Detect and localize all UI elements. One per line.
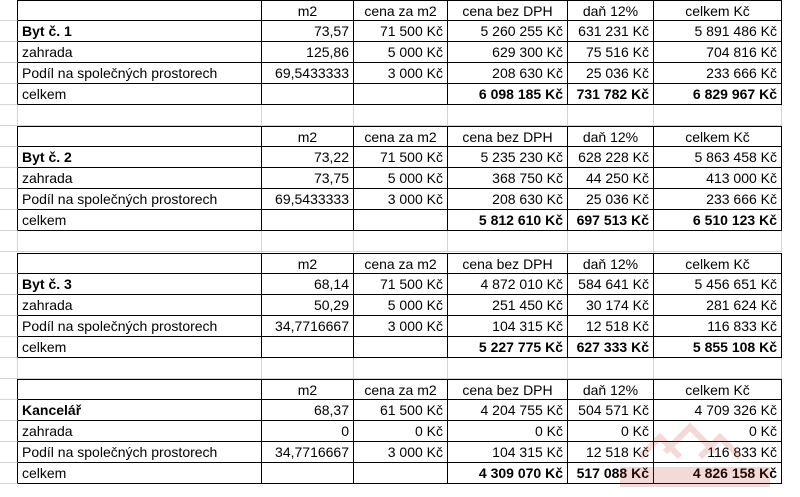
cell-label[interactable]: zahrada [18, 295, 262, 316]
unit-title[interactable]: Byt č. 1 [18, 21, 262, 42]
cell[interactable] [18, 379, 262, 400]
cell[interactable] [568, 358, 654, 379]
cell[interactable] [354, 231, 448, 252]
cell-price-per-m2[interactable]: 71 500 Kč [354, 21, 448, 42]
table-row[interactable] [0, 316, 800, 337]
row-header[interactable] [0, 337, 18, 358]
cell-total[interactable]: 281 624 Kč [654, 295, 782, 316]
column-header-price-no-vat[interactable]: cena bez DPH [448, 126, 568, 147]
cell-price-per-m2[interactable]: 3 000 Kč [354, 189, 448, 210]
column-header-price-per-m2[interactable]: cena za m2 [354, 253, 448, 274]
row-header[interactable] [0, 400, 18, 421]
column-header-price-per-m2[interactable]: cena za m2 [354, 126, 448, 147]
table-3-unit-row[interactable] [0, 274, 800, 295]
unit-title[interactable]: Byt č. 2 [18, 147, 262, 168]
cell[interactable] [654, 105, 782, 126]
cell-total[interactable]: 4 709 326 Kč [654, 400, 782, 421]
cell-total[interactable]: 233 666 Kč [654, 63, 782, 84]
cell-m2[interactable]: 34,7716667 [262, 442, 354, 463]
cell-total[interactable]: 116 833 Kč [654, 316, 782, 337]
column-header-m2[interactable]: m2 [262, 0, 354, 21]
sum-price-no-vat[interactable]: 4 309 070 Kč [448, 463, 568, 484]
cell[interactable] [262, 231, 354, 252]
column-header-price-per-m2[interactable]: cena za m2 [354, 379, 448, 400]
row-header[interactable] [0, 274, 18, 295]
sum-vat[interactable]: 627 333 Kč [568, 337, 654, 358]
cell[interactable] [354, 358, 448, 379]
table-1-header-row[interactable] [0, 0, 800, 21]
column-header-m2[interactable]: m2 [262, 379, 354, 400]
cell-vat[interactable]: 504 571 Kč [568, 400, 654, 421]
cell[interactable] [262, 210, 354, 231]
cell[interactable] [262, 84, 354, 105]
table-2-header-row[interactable] [0, 126, 800, 147]
column-header-price-no-vat[interactable]: cena bez DPH [448, 0, 568, 21]
sum-total[interactable]: 5 855 108 Kč [654, 337, 782, 358]
table-row[interactable] [0, 189, 800, 210]
row-header[interactable] [0, 231, 18, 252]
cell-vat[interactable]: 30 174 Kč [568, 295, 654, 316]
table-3-sum-row[interactable] [0, 337, 800, 358]
cell-vat[interactable]: 75 516 Kč [568, 42, 654, 63]
cell-vat[interactable]: 44 250 Kč [568, 168, 654, 189]
sum-price-no-vat[interactable]: 5 812 610 Kč [448, 210, 568, 231]
sum-total[interactable]: 6 510 123 Kč [654, 210, 782, 231]
table-4-unit-row[interactable] [0, 400, 800, 421]
cell-m2[interactable]: 69,5433333 [262, 189, 354, 210]
cell[interactable] [18, 105, 262, 126]
sum-label[interactable]: celkem [18, 337, 262, 358]
cell-price-no-vat[interactable]: 5 260 255 Kč [448, 21, 568, 42]
cell-price-no-vat[interactable]: 368 750 Kč [448, 168, 568, 189]
sum-total[interactable]: 4 826 158 Kč [654, 463, 782, 484]
cell[interactable] [568, 231, 654, 252]
cell-m2[interactable]: 73,75 [262, 168, 354, 189]
sum-vat[interactable]: 731 782 Kč [568, 84, 654, 105]
sum-price-no-vat[interactable]: 6 098 185 Kč [448, 84, 568, 105]
cell-price-per-m2[interactable]: 71 500 Kč [354, 147, 448, 168]
column-header-price-per-m2[interactable]: cena za m2 [354, 0, 448, 21]
cell-price-no-vat[interactable]: 104 315 Kč [448, 316, 568, 337]
cell-price-per-m2[interactable]: 0 Kč [354, 421, 448, 442]
cell[interactable] [262, 105, 354, 126]
cell[interactable] [18, 253, 262, 274]
cell-vat[interactable]: 0 Kč [568, 421, 654, 442]
cell-label[interactable]: Podíl na společných prostorech [18, 63, 262, 84]
row-header[interactable] [0, 21, 18, 42]
cell[interactable] [18, 126, 262, 147]
table-row[interactable] [0, 42, 800, 63]
cell-total[interactable]: 704 816 Kč [654, 42, 782, 63]
cell-price-per-m2[interactable]: 5 000 Kč [354, 295, 448, 316]
row-header[interactable] [0, 126, 18, 147]
row-header[interactable] [0, 210, 18, 231]
column-header-vat[interactable]: daň 12% [568, 379, 654, 400]
cell-price-per-m2[interactable]: 5 000 Kč [354, 42, 448, 63]
sum-label[interactable]: celkem [18, 463, 262, 484]
column-header-total[interactable]: celkem Kč [654, 0, 782, 21]
cell[interactable] [448, 105, 568, 126]
table-1-sum-row[interactable] [0, 84, 800, 105]
sum-total[interactable]: 6 829 967 Kč [654, 84, 782, 105]
cell[interactable] [354, 463, 448, 484]
table-4-sum-row[interactable] [0, 463, 800, 484]
column-header-price-no-vat[interactable]: cena bez DPH [448, 253, 568, 274]
row-header[interactable] [0, 295, 18, 316]
row-header[interactable] [0, 189, 18, 210]
column-header-total[interactable]: celkem Kč [654, 126, 782, 147]
row-header[interactable] [0, 105, 18, 126]
column-header-vat[interactable]: daň 12% [568, 253, 654, 274]
cell[interactable] [262, 358, 354, 379]
row-header[interactable] [0, 147, 18, 168]
cell[interactable] [354, 105, 448, 126]
cell-vat[interactable]: 628 228 Kč [568, 147, 654, 168]
empty-row[interactable] [0, 105, 800, 126]
cell-m2[interactable]: 73,57 [262, 21, 354, 42]
cell[interactable] [448, 231, 568, 252]
cell-total[interactable]: 5 456 651 Kč [654, 274, 782, 295]
column-header-price-no-vat[interactable]: cena bez DPH [448, 379, 568, 400]
unit-title[interactable]: Kancelář [18, 400, 262, 421]
cell[interactable] [354, 210, 448, 231]
row-header[interactable] [0, 442, 18, 463]
cell-m2[interactable]: 73,22 [262, 147, 354, 168]
row-header[interactable] [0, 168, 18, 189]
cell-vat[interactable]: 12 518 Kč [568, 442, 654, 463]
cell[interactable] [262, 337, 354, 358]
cell[interactable] [654, 358, 782, 379]
sum-price-no-vat[interactable]: 5 227 775 Kč [448, 337, 568, 358]
cell-price-no-vat[interactable]: 104 315 Kč [448, 442, 568, 463]
cell-total[interactable]: 233 666 Kč [654, 189, 782, 210]
table-row[interactable] [0, 63, 800, 84]
cell-price-no-vat[interactable]: 0 Kč [448, 421, 568, 442]
cell[interactable] [654, 231, 782, 252]
cell[interactable] [354, 337, 448, 358]
column-header-vat[interactable]: daň 12% [568, 126, 654, 147]
cell-price-per-m2[interactable]: 5 000 Kč [354, 168, 448, 189]
empty-row[interactable] [0, 358, 800, 379]
cell-price-no-vat[interactable]: 208 630 Kč [448, 189, 568, 210]
cell-m2[interactable]: 68,37 [262, 400, 354, 421]
table-4-header-row[interactable] [0, 379, 800, 400]
row-header[interactable] [0, 84, 18, 105]
table-2-unit-row[interactable] [0, 147, 800, 168]
table-row[interactable] [0, 421, 800, 442]
table-row[interactable] [0, 168, 800, 189]
table-2-sum-row[interactable] [0, 210, 800, 231]
cell-price-no-vat[interactable]: 208 630 Kč [448, 63, 568, 84]
row-header[interactable] [0, 379, 18, 400]
cell-total[interactable]: 5 863 458 Kč [654, 147, 782, 168]
cell-m2[interactable]: 50,29 [262, 295, 354, 316]
cell-total[interactable]: 413 000 Kč [654, 168, 782, 189]
row-header[interactable] [0, 463, 18, 484]
column-header-vat[interactable]: daň 12% [568, 0, 654, 21]
cell-vat[interactable]: 25 036 Kč [568, 63, 654, 84]
cell-price-per-m2[interactable]: 61 500 Kč [354, 400, 448, 421]
cell-label[interactable]: zahrada [18, 168, 262, 189]
cell-label[interactable]: Podíl na společných prostorech [18, 316, 262, 337]
sum-vat[interactable]: 697 513 Kč [568, 210, 654, 231]
cell-m2[interactable]: 0 [262, 421, 354, 442]
cell-vat[interactable]: 631 231 Kč [568, 21, 654, 42]
cell-price-no-vat[interactable]: 629 300 Kč [448, 42, 568, 63]
table-3-header-row[interactable] [0, 253, 800, 274]
cell-label[interactable]: zahrada [18, 42, 262, 63]
row-header[interactable] [0, 358, 18, 379]
table-row[interactable] [0, 295, 800, 316]
table-1-unit-row[interactable] [0, 21, 800, 42]
cell-price-no-vat[interactable]: 251 450 Kč [448, 295, 568, 316]
cell-vat[interactable]: 12 518 Kč [568, 316, 654, 337]
cell[interactable] [262, 463, 354, 484]
column-header-m2[interactable]: m2 [262, 253, 354, 274]
cell-total[interactable]: 116 833 Kč [654, 442, 782, 463]
cell-price-per-m2[interactable]: 71 500 Kč [354, 274, 448, 295]
empty-row[interactable] [0, 231, 800, 252]
unit-title[interactable]: Byt č. 3 [18, 274, 262, 295]
cell-price-no-vat[interactable]: 4 204 755 Kč [448, 400, 568, 421]
row-header[interactable] [0, 63, 18, 84]
column-header-total[interactable]: celkem Kč [654, 379, 782, 400]
cell-label[interactable]: Podíl na společných prostorech [18, 189, 262, 210]
cell-price-per-m2[interactable]: 3 000 Kč [354, 442, 448, 463]
cell-price-per-m2[interactable]: 3 000 Kč [354, 316, 448, 337]
cell-label[interactable]: zahrada [18, 421, 262, 442]
cell[interactable] [354, 84, 448, 105]
cell-m2[interactable]: 125,86 [262, 42, 354, 63]
table-row[interactable] [0, 442, 800, 463]
cell[interactable] [448, 358, 568, 379]
column-header-m2[interactable]: m2 [262, 126, 354, 147]
sum-vat[interactable]: 517 088 Kč [568, 463, 654, 484]
sum-label[interactable]: celkem [18, 210, 262, 231]
cell[interactable] [18, 231, 262, 252]
sum-label[interactable]: celkem [18, 84, 262, 105]
cell-m2[interactable]: 34,7716667 [262, 316, 354, 337]
cell-price-no-vat[interactable]: 5 235 230 Kč [448, 147, 568, 168]
cell[interactable] [568, 105, 654, 126]
cell-vat[interactable]: 25 036 Kč [568, 189, 654, 210]
cell-m2[interactable]: 69,5433333 [262, 63, 354, 84]
row-header[interactable] [0, 316, 18, 337]
cell-label[interactable]: Podíl na společných prostorech [18, 442, 262, 463]
cell-price-per-m2[interactable]: 3 000 Kč [354, 63, 448, 84]
cell-total[interactable]: 5 891 486 Kč [654, 21, 782, 42]
cell-m2[interactable]: 68,14 [262, 274, 354, 295]
cell[interactable] [18, 0, 262, 21]
cell-total[interactable]: 0 Kč [654, 421, 782, 442]
row-header[interactable] [0, 253, 18, 274]
row-header[interactable] [0, 0, 18, 21]
row-header[interactable] [0, 42, 18, 63]
cell-vat[interactable]: 584 641 Kč [568, 274, 654, 295]
column-header-total[interactable]: celkem Kč [654, 253, 782, 274]
row-header[interactable] [0, 421, 18, 442]
cell-price-no-vat[interactable]: 4 872 010 Kč [448, 274, 568, 295]
cell[interactable] [18, 358, 262, 379]
